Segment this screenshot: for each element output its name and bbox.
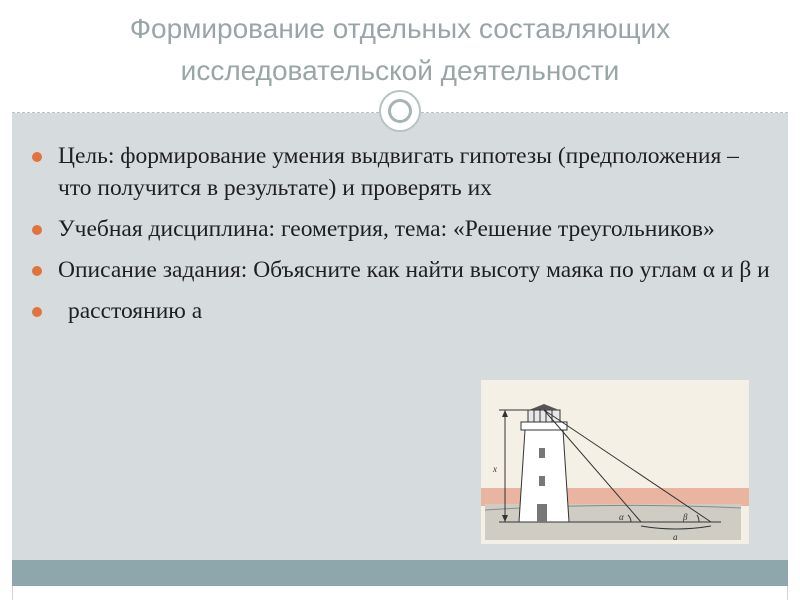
bullet-distance <box>30 295 770 327</box>
bullet-discipline <box>30 213 770 245</box>
label-beta: β <box>683 512 688 522</box>
label-alpha: α <box>619 512 624 522</box>
lighthouse-figure <box>481 380 749 544</box>
bullet-list <box>30 140 770 336</box>
bullet-goal <box>30 140 770 204</box>
circle-ornament-icon <box>379 90 421 132</box>
bullet-dot-icon <box>32 307 42 317</box>
lighthouse-lantern <box>528 410 560 422</box>
bullet-text: расстоянию а <box>68 298 203 324</box>
bullet-dot-icon <box>32 152 42 162</box>
slide-footer-bar <box>12 560 788 586</box>
slide-title <box>12 8 788 92</box>
label-x: x <box>493 464 497 474</box>
bullet-text: Цель: формирование умения выдвигать гипотезы (предположения – что получится в результате) и проверять их <box>58 143 739 201</box>
bullet-text: Учебная дисциплина: геометрия, тема: «Решение треугольников» <box>58 216 715 242</box>
circle-ornament-inner <box>388 99 412 123</box>
title-line-2: исследовательской деятельности <box>180 55 620 86</box>
bullet-description <box>30 254 788 286</box>
bullet-text: Описание задания: Объясните как найти высоту маяка по углам α и β и <box>58 257 770 283</box>
bullet-dot-icon <box>32 225 42 235</box>
label-a: a <box>673 532 678 542</box>
title-line-1: Формирование отдельных составляющих <box>129 13 671 44</box>
bullet-dot-icon <box>32 266 42 276</box>
